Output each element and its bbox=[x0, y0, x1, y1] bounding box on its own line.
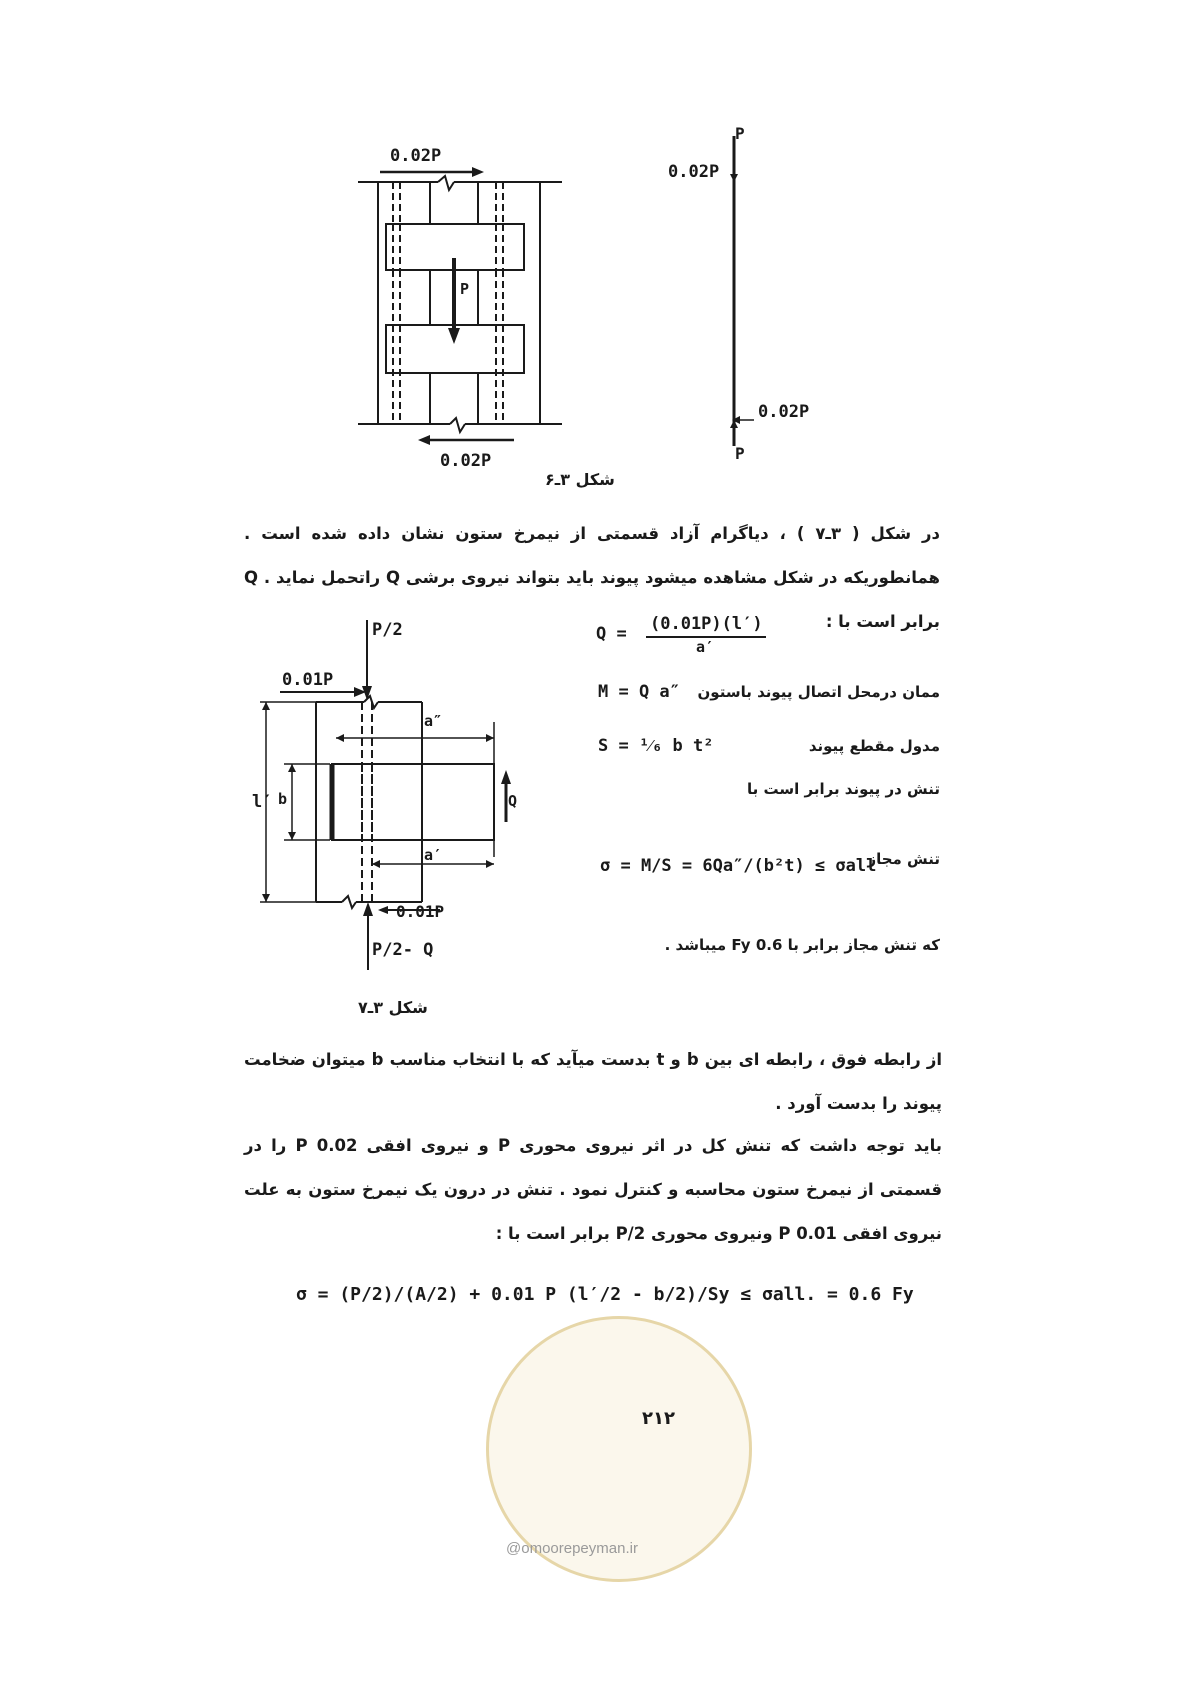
s-equation: S = ¹⁄₆ b t² bbox=[598, 736, 714, 756]
final-stress-equation: σ = (P/2)/(A/2) + 0.01 P (l′/2 - b/2)/Sy ≤ σall. = 0.6 Fy bbox=[296, 1284, 914, 1305]
allowable-label: تنش مجاز bbox=[867, 850, 940, 868]
stress-label: تنش در پیوند برابر است با bbox=[747, 780, 940, 798]
fig7-top-force: 0.01P bbox=[282, 670, 334, 690]
fig7-a-double: a″ bbox=[424, 712, 443, 730]
fig7-top-load: P/2 bbox=[372, 620, 403, 640]
s-equation-label: مدول مقطع پیوند bbox=[808, 737, 940, 755]
m-equation: M = Q a″ bbox=[598, 682, 680, 702]
fig7-bottom-force: 0.01P bbox=[396, 902, 445, 921]
fig6-line-bottom-p: P bbox=[735, 444, 745, 463]
m-equation-label: ممان درمحل اتصال پیوند باستون bbox=[697, 683, 940, 701]
q-equation-numerator: (0.01P)(l′) bbox=[650, 614, 763, 634]
fig6-line-bottom-force: 0.02P bbox=[758, 402, 810, 422]
paragraph-1: در شکل ( ۳ـ۷ ) ، دیاگرام آزاد قسمتی از نیمرخ ستون نشان داده شده است . همانطوریکه در شکل مشاهده میشود پیوند باید بتواند نیروی برشی Q راتحمل نماید . Q برابر است با : bbox=[244, 524, 940, 631]
fig6-line-top-p: P bbox=[735, 124, 745, 143]
page-number: ۲۱۲ bbox=[642, 1408, 675, 1429]
fig7-l: l′ bbox=[252, 792, 273, 812]
fig7-q: Q bbox=[508, 792, 518, 810]
paragraph-3: باید توجه داشت که تنش کل در اثر نیروی محوری P و نیروی افقی 0.02 P را در قسمتی از نیمرخ ستون محاسبه و کنترل نمود . تنش در درون یک نیمرخ ستون به علت نیروی افقی 0.01 P ونیروی محوری P/2 برابر است با : bbox=[244, 1136, 942, 1243]
fig6-line-top-force: 0.02P bbox=[668, 162, 720, 182]
figure-3-6-elevation bbox=[350, 140, 590, 480]
paragraph-2: از رابطه فوق ، رابطه ای بین b و t بدست میآید که با انتخاب مناسب b میتوان ضخامت پیوند را بدست آورد . bbox=[244, 1050, 943, 1113]
q-equation-denominator: a′ bbox=[696, 638, 715, 656]
fig7-bottom-load: P/2- Q bbox=[372, 940, 434, 960]
fig7-b: b bbox=[278, 790, 288, 808]
figure-3-6-caption: شکل ۳ـ۶ bbox=[545, 470, 615, 489]
allowable-stress-text: که تنش مجاز برابر با 0.6 Fy میباشد . bbox=[664, 936, 940, 954]
q-equation bbox=[596, 614, 776, 658]
fig7-a-single: a′ bbox=[424, 846, 443, 864]
fig6-center-load-label: P bbox=[460, 280, 470, 298]
q-equation-lhs: Q = bbox=[596, 624, 627, 644]
watermark-url: @omoorepeyman.ir bbox=[506, 1540, 638, 1557]
figure-3-7-caption: شکل ۳ـ۷ bbox=[358, 998, 428, 1017]
fig6-bottom-force-label: 0.02P bbox=[440, 451, 492, 471]
fig6-top-force-label: 0.02P bbox=[390, 146, 442, 166]
sigma-equation: σ = M/S = 6Qa″/(b²t) ≤ σall bbox=[600, 856, 877, 876]
